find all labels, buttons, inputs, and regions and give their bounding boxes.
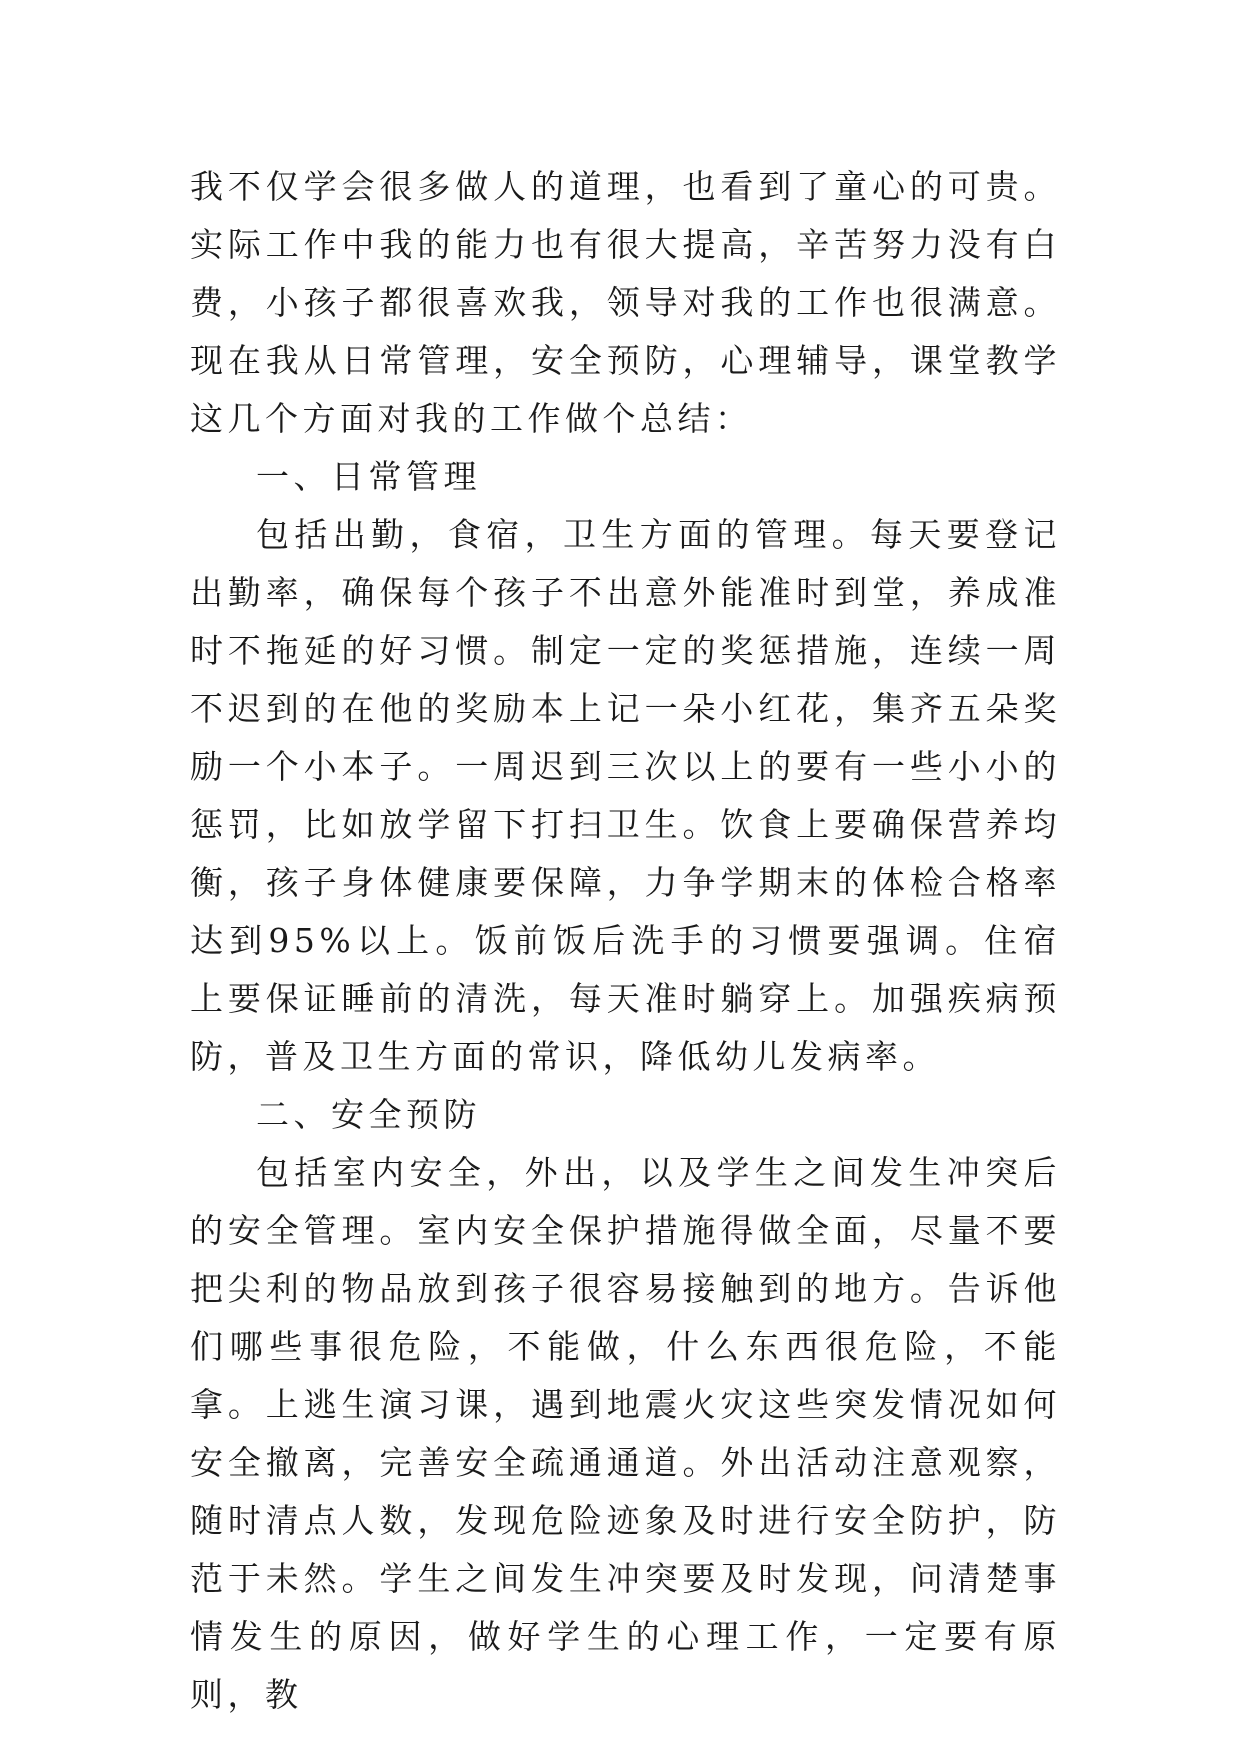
paragraph-safety-prevention: 包括室内安全，外出，以及学生之间发生冲突后的安全管理。室内安全保护措施得做全面，尽量不要把尖利的物品放到孩子很容易接触到的地方。告诉他们哪些事很危险，不能做，什么东西很危险，不能拿。上逃生演习课，遇到地震火灾这些突发情况如何安全撤离，完善安全疏通通道。外出活动注意观察，随时清点人数，发现危险迹象及时进行安全防护，防范于未然。学生之间发生冲突要及时发现，问清楚事情发生的原因，做好学生的心理工作，一定要有原则，教 — [190, 1153, 1061, 1714]
paragraph-daily-management: 包括出勤，食宿，卫生方面的管理。每天要登记出勤率，确保每个孩子不出意外能准时到堂，养成准时不拖延的好习惯。制定一定的奖惩措施，连续一周不迟到的在他的奖励本上记一朵小红花，集齐五朵奖励一个小本子。一周迟到三次以上的要有一些小小的惩罚，比如放学留下打扫卫生。饮食上要确保营养均衡，孩子身体健康要保障，力争学期末的体检合格率达到95%以上。饭前饭后洗手的习惯要强调。住宿上要保证睡前的清洗，每天准时躺穿上。加强疾病预防，普及卫生方面的常识，降低幼儿发病率。 — [190, 515, 1061, 1076]
paragraph-intro: 我不仅学会很多做人的道理，也看到了童心的可贵。实际工作中我的能力也有很大提高，辛苦努力没有白费，小孩子都很喜欢我，领导对我的工作也很满意。现在我从日常管理，安全预防，心理辅导，课堂教学这几个方面对我的工作做个总结： — [190, 167, 1061, 438]
section-heading-daily-management: 一、日常管理 — [256, 457, 481, 496]
section-heading-safety-prevention: 二、安全预防 — [256, 1095, 481, 1134]
document-body — [190, 158, 1061, 1724]
